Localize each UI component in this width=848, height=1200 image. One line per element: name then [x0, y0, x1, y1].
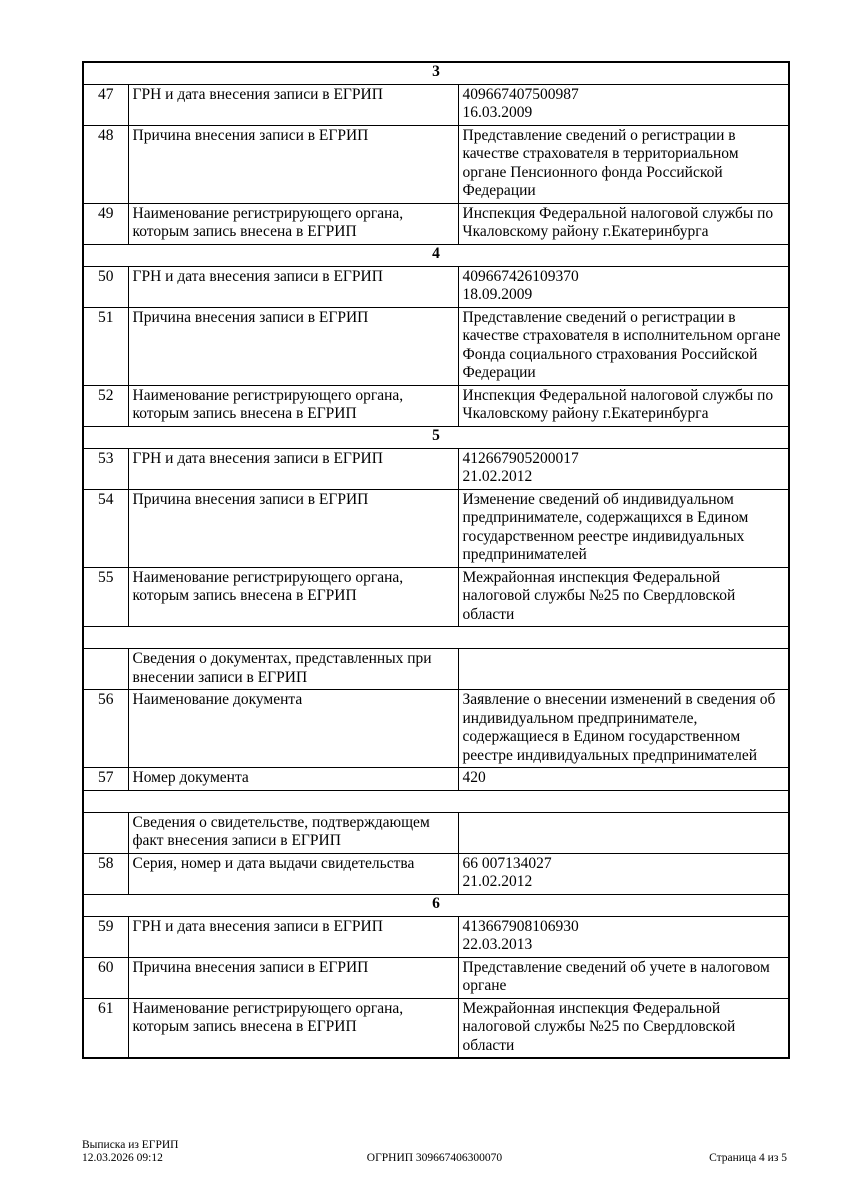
record-number: 49 [83, 203, 128, 244]
footer-doc-title: Выписка из ЕГРИП [82, 1139, 179, 1151]
record-label: Причина внесения записи в ЕГРИП [128, 489, 458, 567]
record-number [83, 812, 128, 853]
record-label: Номер документа [128, 768, 458, 791]
record-number: 47 [83, 84, 128, 125]
record-label: Наименование регистрирующего органа, которым запись внесена в ЕГРИП [128, 567, 458, 627]
record-value [458, 768, 789, 791]
record-value [458, 812, 789, 853]
record-row [83, 567, 789, 627]
record-row [83, 84, 789, 125]
record-label: Сведения о документах, представленных при внесении записи в ЕГРИП [128, 649, 458, 690]
record-number: 50 [83, 266, 128, 307]
value-line: 66 007134027 [462, 854, 552, 872]
egrip-records-table-body [83, 62, 789, 1058]
record-number [83, 649, 128, 690]
record-number: 52 [83, 385, 128, 426]
spacer-cell [83, 790, 789, 812]
value-line: 412667905200017 [462, 449, 579, 467]
record-row [83, 489, 789, 567]
spacer-row [83, 790, 789, 812]
record-value [458, 853, 789, 894]
record-number: 54 [83, 489, 128, 567]
spacer-cell [83, 627, 789, 649]
value-line: 16.03.2009 [462, 104, 533, 121]
record-value [458, 567, 789, 627]
record-value [458, 690, 789, 768]
footer-ogrnip: ОГРНИП 309667406300070 [366, 1152, 503, 1164]
value-line: 22.03.2013 [462, 936, 533, 953]
spacer-row [83, 627, 789, 649]
section-number: 3 [83, 62, 789, 84]
value-line: 409667426109370 [462, 267, 579, 285]
record-label: Причина внесения записи в ЕГРИП [128, 957, 458, 998]
value-line: 413667908106930 [462, 917, 579, 935]
record-label: Серия, номер и дата выдачи свидетельства [128, 853, 458, 894]
record-row [83, 385, 789, 426]
record-row [83, 853, 789, 894]
value-line: Изменение сведений об индивидуальном предпринимателе, содержащихся в Едином государственном реестре индивидуальных предпринимателей [462, 490, 749, 563]
record-row [83, 266, 789, 307]
record-value [458, 998, 789, 1058]
record-number: 55 [83, 567, 128, 627]
value-line: Межрайонная инспекция Федеральной налоговой службы №25 по Свердловской области [462, 568, 736, 623]
record-label: Причина внесения записи в ЕГРИП [128, 307, 458, 385]
record-value [458, 125, 789, 203]
section-number: 5 [83, 426, 789, 448]
record-number: 56 [83, 690, 128, 768]
section-header-row [83, 244, 789, 266]
record-value [458, 448, 789, 489]
value-line: Инспекция Федеральной налоговой службы по Чкаловскому району г.Екатеринбурга [462, 204, 774, 240]
record-value [458, 84, 789, 125]
record-row [83, 957, 789, 998]
footer-page-number: Страница 4 из 5 [709, 1152, 787, 1164]
record-value [458, 489, 789, 567]
group-header-row [83, 812, 789, 853]
record-number: 53 [83, 448, 128, 489]
value-line: Межрайонная инспекция Федеральной налоговой службы №25 по Свердловской области [462, 999, 736, 1054]
value-line: Инспекция Федеральной налоговой службы по Чкаловскому району г.Екатеринбурга [462, 386, 774, 422]
record-row [83, 690, 789, 768]
record-label: Наименование регистрирующего органа, которым запись внесена в ЕГРИП [128, 203, 458, 244]
record-value [458, 916, 789, 957]
value-line: 409667407500987 [462, 85, 579, 103]
record-value [458, 957, 789, 998]
record-number: 57 [83, 768, 128, 791]
section-header-row [83, 426, 789, 448]
record-label: Причина внесения записи в ЕГРИП [128, 125, 458, 203]
record-number: 48 [83, 125, 128, 203]
value-line: Представление сведений об учете в налоговом органе [462, 958, 770, 994]
record-row [83, 307, 789, 385]
section-number: 6 [83, 894, 789, 916]
record-label: ГРН и дата внесения записи в ЕГРИП [128, 266, 458, 307]
value-line: 21.02.2012 [462, 873, 533, 890]
record-number: 60 [83, 957, 128, 998]
value-line: Представление сведений о регистрации в качестве страхователя в территориальном органе Пенсионного фонда Российской Федерации [462, 126, 739, 199]
record-label: Сведения о свидетельстве, подтверждающем факт внесения записи в ЕГРИП [128, 812, 458, 853]
record-label: ГРН и дата внесения записи в ЕГРИП [128, 448, 458, 489]
record-row [83, 768, 789, 791]
record-value [458, 307, 789, 385]
record-value [458, 203, 789, 244]
section-number: 4 [83, 244, 789, 266]
record-row [83, 998, 789, 1058]
egrip-records-table [82, 61, 790, 1059]
record-row [83, 203, 789, 244]
record-number: 59 [83, 916, 128, 957]
record-value [458, 649, 789, 690]
record-label: Наименование регистрирующего органа, которым запись внесена в ЕГРИП [128, 385, 458, 426]
group-header-row [83, 649, 789, 690]
record-label: Наименование регистрирующего органа, которым запись внесена в ЕГРИП [128, 998, 458, 1058]
record-number: 58 [83, 853, 128, 894]
record-value [458, 266, 789, 307]
value-line: 21.02.2012 [462, 468, 533, 485]
record-number: 61 [83, 998, 128, 1058]
record-number: 51 [83, 307, 128, 385]
section-header-row [83, 62, 789, 84]
section-header-row [83, 894, 789, 916]
record-label: ГРН и дата внесения записи в ЕГРИП [128, 916, 458, 957]
record-label: ГРН и дата внесения записи в ЕГРИП [128, 84, 458, 125]
record-label: Наименование документа [128, 690, 458, 768]
record-row [83, 916, 789, 957]
page-footer [82, 1139, 787, 1165]
value-line: 420 [462, 769, 486, 786]
record-value [458, 385, 789, 426]
record-row [83, 448, 789, 489]
value-line: Представление сведений о регистрации в качестве страхователя в исполнительном органе Фонда социального страхования Российской Федерации [462, 308, 781, 381]
value-line: 18.09.2009 [462, 286, 533, 303]
record-row [83, 125, 789, 203]
value-line: Заявление о внесении изменений в сведения об индивидуальном предпринимателе, содержащиеся в Едином государственном реестре индивидуальных предпринимателей [462, 691, 776, 764]
footer-datetime: 12.03.2026 09:12 [82, 1152, 163, 1164]
footer-left-block [82, 1139, 367, 1165]
